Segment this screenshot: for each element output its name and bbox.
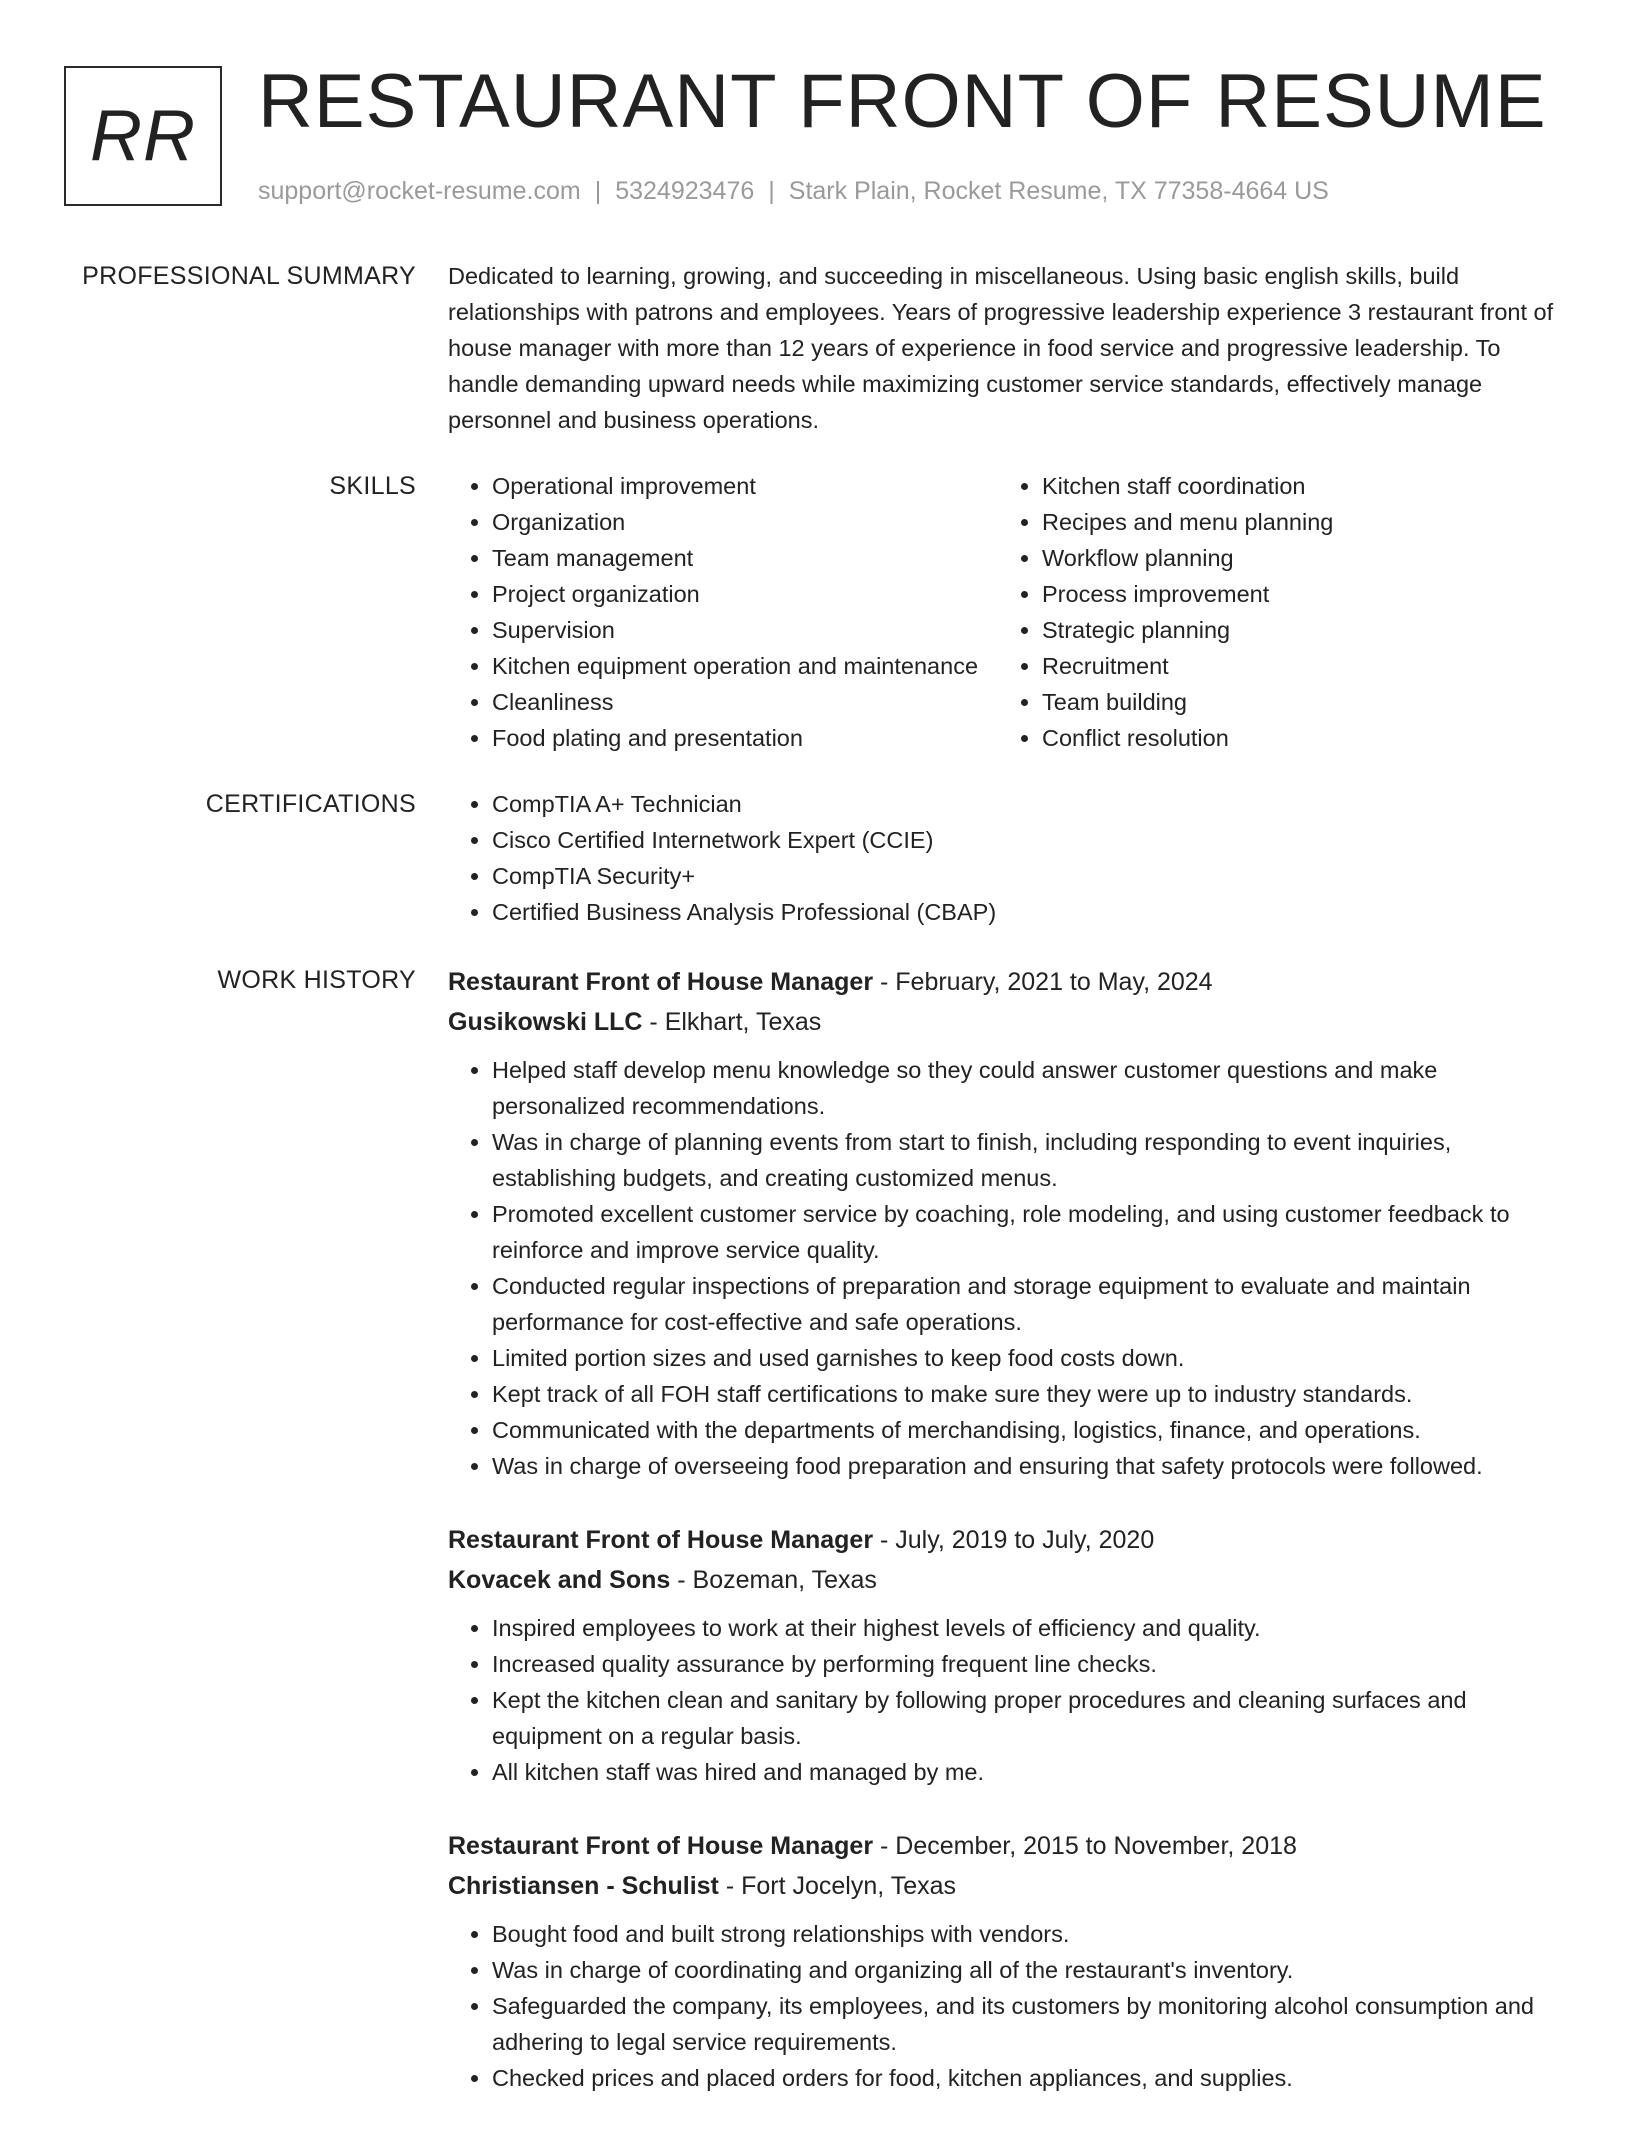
list-item: • Limited portion sizes and used garnishes to keep food costs down. (492, 1340, 1558, 1376)
job-location: - Bozeman, Texas (670, 1566, 877, 1594)
certifications-list (448, 786, 1558, 930)
list-item: • All kitchen staff was hired and managed by me. (492, 1754, 1558, 1790)
contact-email: support@rocket-resume.com (258, 177, 581, 205)
list-item: • Recruitment (1042, 648, 1558, 684)
list-item: • Organization (492, 504, 998, 540)
list-item: • Communicated with the departments of merchandising, logistics, finance, and operations. (492, 1412, 1558, 1448)
job-company-line (448, 1560, 1558, 1600)
list-item: • Conflict resolution (1042, 720, 1558, 756)
list-item: • Checked prices and placed orders for food, kitchen appliances, and supplies. (492, 2060, 1558, 2096)
job-company-line (448, 1866, 1558, 1906)
job-entry (448, 962, 1558, 1484)
job-company: Christiansen - Schulist (448, 1872, 719, 1900)
job-entry (448, 1826, 1558, 2096)
job-title: Restaurant Front of House Manager (448, 1832, 874, 1860)
list-item: • Conducted regular inspections of preparation and storage equipment to evaluate and maintain performance for cost-effective and safe operations. (492, 1268, 1558, 1340)
list-item: • CompTIA A+ Technician (492, 786, 1558, 822)
skills-label: SKILLS (329, 472, 416, 500)
list-item: • Kept track of all FOH staff certifications to make sure they were up to industry standards. (492, 1376, 1558, 1412)
job-title: Restaurant Front of House Manager (448, 968, 874, 996)
list-item: • Kitchen staff coordination (1042, 468, 1558, 504)
list-item: • Certified Business Analysis Professional (CBAP) (492, 894, 1558, 930)
job-dates: - July, 2019 to July, 2020 (873, 1526, 1155, 1554)
contact-phone: 5324923476 (615, 177, 755, 205)
skills-column-2 (998, 468, 1558, 756)
job-entry (448, 1520, 1558, 1790)
job-title-line (448, 1826, 1558, 1866)
skills-list (448, 468, 1558, 756)
job-title-line (448, 1520, 1558, 1560)
list-item: • Team building (1042, 684, 1558, 720)
list-item: • Kept the kitchen clean and sanitary by following proper procedures and cleaning surfaces and equipment on a regular basis. (492, 1682, 1558, 1754)
work-history-list (448, 962, 1558, 2132)
list-item: • CompTIA Security+ (492, 858, 1558, 894)
contact-address: Stark Plain, Rocket Resume, TX 77358-4664 US (788, 177, 1329, 205)
monogram-logo: RR (64, 66, 222, 206)
job-company: Gusikowski LLC (448, 1008, 643, 1036)
list-item: • Was in charge of coordinating and organizing all of the restaurant's inventory. (492, 1952, 1558, 1988)
list-item: • Was in charge of overseeing food preparation and ensuring that safety protocols were followed. (492, 1448, 1558, 1484)
skills-column-1 (448, 468, 998, 756)
job-dates: - December, 2015 to November, 2018 (873, 1832, 1297, 1860)
summary-text: Dedicated to learning, growing, and succeeding in miscellaneous. Using basic english skills, build relationships with patrons and employees. Years of progressive leadership experience 3 restaurant front of house manager with more than 12 years of experience in food service and progressive leadership. To handle demanding upward needs while maximizing customer service standards, effectively manage personnel and business operations. (448, 263, 1554, 433)
job-bullets (448, 1052, 1558, 1484)
list-item: • Cleanliness (492, 684, 998, 720)
resume-title: RESTAURANT FRONT OF RESUME (258, 59, 1547, 144)
list-item: • Kitchen equipment operation and maintenance (492, 648, 998, 684)
contact-separator: | (768, 177, 775, 205)
list-item: • Was in charge of planning events from start to finish, including responding to event inquiries, establishing budgets, and creating customized menus. (492, 1124, 1558, 1196)
list-item: • Operational improvement (492, 468, 998, 504)
list-item: • Increased quality assurance by performing frequent line checks. (492, 1646, 1558, 1682)
list-item: • Food plating and presentation (492, 720, 998, 756)
list-item: • Cisco Certified Internetwork Expert (CCIE) (492, 822, 1558, 858)
job-location: - Fort Jocelyn, Texas (718, 1872, 957, 1900)
job-title-line (448, 962, 1558, 1002)
job-bullets (448, 1916, 1558, 2096)
list-item: • Bought food and built strong relationships with vendors. (492, 1916, 1558, 1952)
job-dates: - February, 2021 to May, 2024 (873, 968, 1213, 996)
job-title: Restaurant Front of House Manager (448, 1526, 874, 1554)
certifications-label: CERTIFICATIONS (205, 790, 416, 818)
list-item: • Project organization (492, 576, 998, 612)
list-item: • Inspired employees to work at their highest levels of efficiency and quality. (492, 1610, 1558, 1646)
list-item: • Helped staff develop menu knowledge so they could answer customer questions and make personalized recommendations. (492, 1052, 1558, 1124)
list-item: • Process improvement (1042, 576, 1558, 612)
job-location: - Elkhart, Texas (642, 1008, 822, 1036)
list-item: • Strategic planning (1042, 612, 1558, 648)
contact-line (258, 174, 1329, 208)
list-item: • Safeguarded the company, its employees, and its customers by monitoring alcohol consumption and adhering to legal service requirements. (492, 1988, 1558, 2060)
list-item: • Supervision (492, 612, 998, 648)
job-company: Kovacek and Sons (448, 1566, 671, 1594)
list-item: • Recipes and menu planning (1042, 504, 1558, 540)
summary-label: PROFESSIONAL SUMMARY (82, 262, 416, 290)
list-item: • Team management (492, 540, 998, 576)
contact-separator: | (594, 177, 602, 205)
list-item: • Workflow planning (1042, 540, 1558, 576)
list-item: • Promoted excellent customer service by coaching, role modeling, and using customer feedback to reinforce and improve service quality. (492, 1196, 1558, 1268)
work-history-label: WORK HISTORY (217, 966, 416, 994)
job-company-line (448, 1002, 1558, 1042)
job-bullets (448, 1610, 1558, 1790)
